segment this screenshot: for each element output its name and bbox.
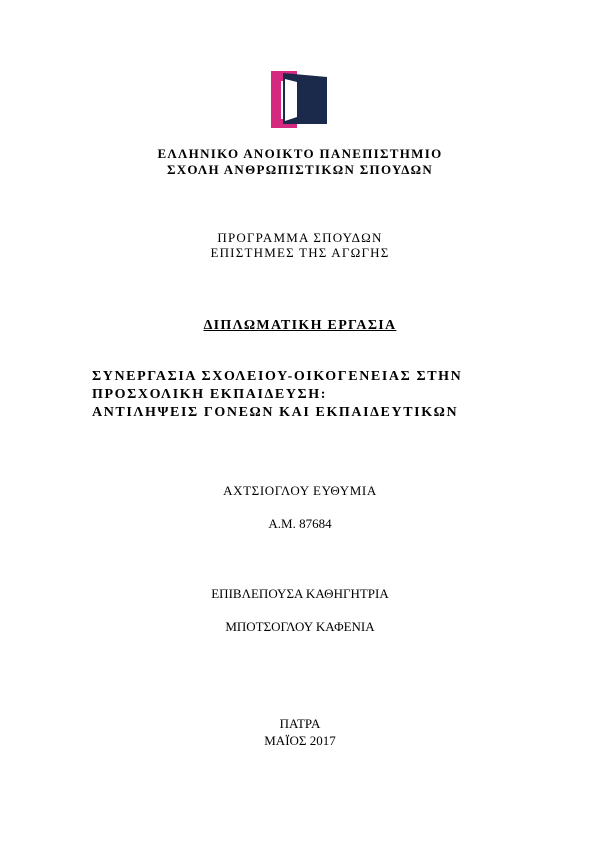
document-type: ΔΙΠΛΩΜΑΤΙΚΗ ΕΡΓΑΣΙΑ [203, 318, 397, 333]
logo-white-fold [285, 79, 297, 121]
footer-date: ΜΑΪΟΣ 2017 [264, 733, 336, 748]
program-label: ΠΡΟΓΡΑΜΜΑ ΣΠΟΥΔΩΝ [217, 230, 383, 245]
thesis-title-line: ΠΡΟΣΧΟΛΙΚΗ ΕΚΠΑΙΔΕΥΣΗ: [92, 387, 328, 402]
supervisor-role: ΕΠΙΒΛΕΠΟΥΣΑ ΚΑΘΗΓΗΤΡΙΑ [211, 586, 389, 601]
footer-city: ΠΑΤΡΑ [279, 716, 321, 731]
university-name: ΕΛΛΗΝΙΚΟ ΑΝΟΙΚΤΟ ΠΑΝΕΠΙΣΤΗΜΙΟ [157, 146, 443, 161]
thesis-title [92, 368, 462, 422]
program-field: ΕΠΙΣΤΗΜΕΣ ΤΗΣ ΑΓΩΓΗΣ [210, 245, 390, 260]
author-registration: Α.Μ. 87684 [268, 516, 332, 531]
thesis-title-line: ΣΥΝΕΡΓΑΣΙΑ ΣΧΟΛΕΙΟΥ-ΟΙΚΟΓΕΝΕΙΑΣ ΣΤΗΝ [92, 369, 463, 384]
school-name: ΣΧΟΛΗ ΑΝΘΡΩΠΙΣΤΙΚΩΝ ΣΠΟΥΔΩΝ [166, 162, 434, 177]
university-logo-icon [271, 71, 327, 128]
author-name: ΑΧΤΣΙΟΓΛΟΥ ΕΥΘΥΜΙΑ [223, 483, 377, 498]
supervisor-name: ΜΠΟΤΣΟΓΛΟΥ ΚΑΦΕΝΙΑ [225, 619, 375, 634]
thesis-title-line: ΑΝΤΙΛΗΨΕΙΣ ΓΟΝΕΩΝ ΚΑΙ ΕΚΠΑΙΔΕΥΤΙΚΩΝ [92, 405, 459, 420]
